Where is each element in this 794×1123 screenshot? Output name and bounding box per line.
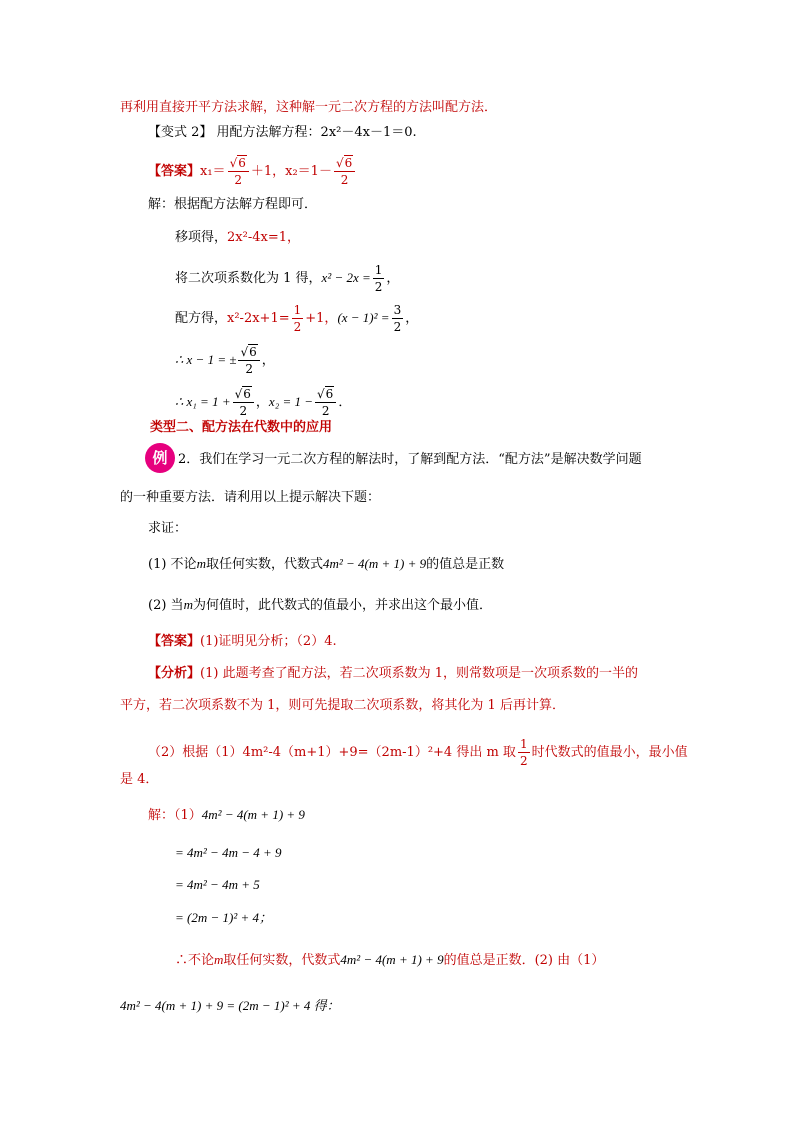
solution-step-1: 移项得，2x²-4x=1， bbox=[175, 230, 300, 245]
variant-label: 【变式 2】 bbox=[148, 125, 213, 140]
line-intro: 再利用直接开平方法求解，这种解一元二次方程的方法叫配方法． bbox=[120, 100, 498, 115]
variant-2 bbox=[148, 124, 417, 142]
analysis-line-4: 是 4． bbox=[120, 772, 159, 787]
example-line-2: 的一种重要方法．请利用以上提示解决下题： bbox=[120, 490, 381, 505]
solution-step-4: ∴ x − 1 = ± $\frac{√6}{2}$ ， bbox=[175, 345, 275, 376]
answer-label: 【答案】 bbox=[148, 164, 201, 179]
answer-1 bbox=[148, 155, 357, 188]
solution2-step-a: 解：（1）4m² − 4(m + 1) + 9 bbox=[148, 807, 305, 823]
fraction: $\frac{√6}{2}$ bbox=[334, 155, 355, 188]
solution2-final: 4m² − 4(m + 1) + 9 = (2m − 1)² + 4 得： bbox=[120, 998, 340, 1013]
analysis-line-3: （2）根据（1）4m²-4（m+1）+9=（2m-1）²+4 得出 m 取 $\frac{1}{2}$ 时代数式的值最小，最小值 bbox=[148, 737, 688, 768]
example-badge: 例 bbox=[145, 443, 175, 473]
section-heading: 类型二、配方法在代数中的应用 bbox=[150, 420, 333, 435]
answer-2: 【答案】(1)证明见分析；（2）4. bbox=[148, 634, 337, 649]
solution2-step-c: = 4m² − 4m + 5 bbox=[175, 877, 260, 892]
solution-step-3: 配方得，x²-2x+1= $\frac{1}{2}$ +1，(x − 1)² = $\frac{3}{2}$ ， bbox=[175, 303, 419, 334]
answer-x1: x₁＝ bbox=[200, 164, 226, 179]
solution2-step-b: = 4m² − 4m − 4 + 9 bbox=[175, 845, 282, 860]
analysis-line-2: 平方，若二次项系数不为 1，则可先提取二次项系数，将其化为 1 后再计算． bbox=[120, 698, 565, 713]
question-2: (2) 当m为何值时，此代数式的值最小，并求出这个最小值． bbox=[148, 597, 492, 613]
solution2-step-d: = (2m − 1)² + 4； bbox=[175, 910, 273, 925]
example-line-1: 2．我们在学习一元二次方程的解法时，了解到配方法．“配方法”是解决数学问题 bbox=[178, 452, 642, 467]
answer-middle: ＋1，x₂＝1－ bbox=[250, 164, 332, 179]
solution2-conclusion: ∴不论m取任何实数，代数式4m² − 4(m + 1) + 9的值总是正数．(2) 由（1） bbox=[175, 952, 605, 968]
question-1: (1) 不论m取任何实数，代数式4m² − 4(m + 1) + 9的值总是正数 bbox=[148, 556, 505, 572]
analysis-line-1: 【分析】(1) 此题考查了配方法，若二次项系数为 1，则常数项是一次项系数的一半的 bbox=[148, 666, 638, 681]
solution-step-5: ∴ x₁ = 1 + $\frac{√6}{2}$ ，x₂ = 1 − $\frac{√6}{2}$ ． bbox=[175, 387, 352, 418]
solution-intro: 解：根据配方法解方程即可． bbox=[148, 197, 318, 212]
solution-step-2: 将二次项系数化为 1 得，x² − 2x = $\frac{1}{2}$ ， bbox=[175, 263, 400, 294]
variant-text: 用配方法解方程：2x²－4x－1＝0. bbox=[216, 125, 417, 140]
fraction: $\frac{√6}{2}$ bbox=[228, 155, 249, 188]
prove-label: 求证： bbox=[148, 521, 188, 536]
